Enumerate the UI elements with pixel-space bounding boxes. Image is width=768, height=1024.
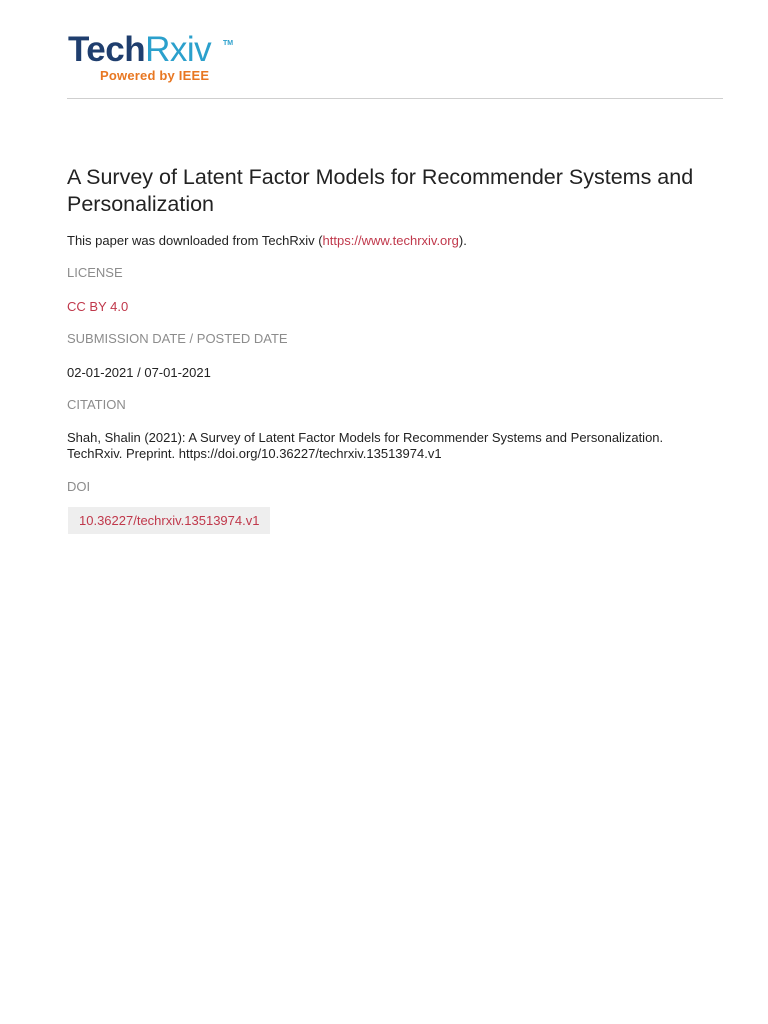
download-notice [67, 233, 467, 249]
citation-text [67, 430, 727, 462]
doi-link[interactable]: 10.36227/techrxiv.13513974.v1 [68, 507, 270, 534]
license-label: LICENSE [67, 265, 123, 280]
citation-line-1: Shah, Shalin (2021): A Survey of Latent Factor Models for Recommender Systems and Personalization. [67, 430, 664, 445]
citation-label: CITATION [67, 397, 126, 412]
doi-label: DOI [67, 479, 91, 494]
techrxiv-link[interactable]: https://www.techrxiv.org [322, 233, 459, 248]
logo-tech-text: Tech [68, 30, 146, 69]
logo-trademark: TM [223, 40, 234, 47]
paper-title: A Survey of Latent Factor Models for Recommender Systems and Personalization [67, 165, 694, 216]
header-divider [67, 98, 723, 99]
techrxiv-logo[interactable] [68, 32, 248, 88]
download-notice-suffix: ). [458, 233, 467, 248]
logo-wordmark [68, 32, 211, 68]
license-link[interactable]: CC BY 4.0 [67, 299, 129, 314]
dates-value: 02-01-2021 / 07-01-2021 [67, 365, 211, 380]
citation-line-2: TechRxiv. Preprint. https://doi.org/10.36227/techrxiv.13513974.v1 [67, 446, 442, 461]
download-notice-prefix: This paper was downloaded from TechRxiv ( [67, 233, 323, 248]
dates-label: SUBMISSION DATE / POSTED DATE [67, 331, 288, 346]
logo-rxiv-text: Rxiv [145, 30, 212, 69]
logo-tagline: Powered by IEEE [100, 68, 210, 83]
